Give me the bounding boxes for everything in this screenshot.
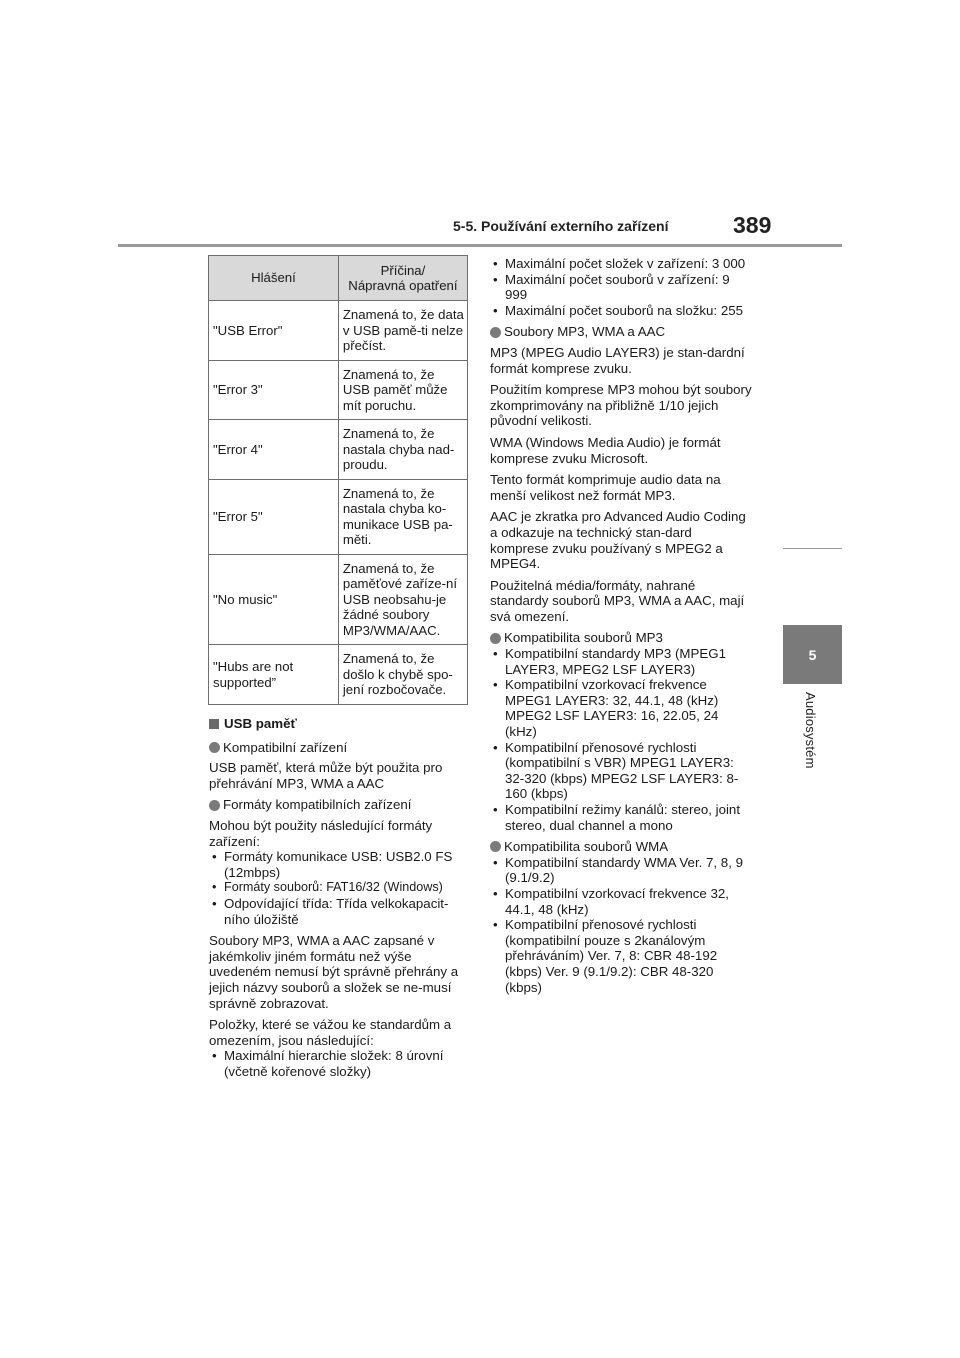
list-item: • Kompatibilní standardy MP3 (MPEG1 LAYER3, MPEG2 LSF LAYER3) (490, 646, 752, 677)
chapter-tab: 5 (783, 625, 842, 684)
message-cell: "No music" (209, 554, 339, 645)
table-row (209, 645, 468, 705)
circle-bullet-icon (490, 327, 501, 338)
wma-text: WMA (Windows Media Audio) je formát komprese zvuku Microsoft. (490, 434, 721, 466)
list-item: • Maximální počet složek v zařízení: 3 000 (490, 256, 752, 272)
compat-devices-heading: Kompatibilní zařízení (209, 740, 471, 756)
table-header-row (209, 256, 468, 301)
header-cause: Příčina/ Nápravná opatření (338, 256, 467, 301)
message-cell: "Error 4" (209, 420, 339, 480)
cause-cell: Znamená to, že USB paměť může mít poruchu. (338, 360, 467, 420)
list-item: • Kompatibilní režimy kanálů: stereo, joint stereo, dual channel a mono (490, 802, 752, 833)
mp3-compat-list (490, 646, 752, 833)
list-item: • Kompatibilní vzorkovací frekvence MPEG1 LAYER3: 32, 44.1, 48 (kHz) MPEG2 LSF LAYER3: 16, 22.05, 24 (kHz) (490, 677, 752, 739)
cause-cell: Znamená to, že data v USB pamě-ti nelze přečíst. (338, 301, 467, 361)
list-item: • Maximální počet souborů v zařízení: 9 999 (490, 272, 752, 303)
limits-intro: Položky, které se vážou ke standardům a omezením, jsou následující: (209, 1017, 452, 1048)
list-item: • Formáty souborů: FAT16/32 (Windows) (209, 880, 471, 896)
table-row (209, 360, 468, 420)
message-cell: "Error 5" (209, 479, 339, 554)
usb-memory-heading: USB paměť (209, 716, 471, 732)
other-formats-text: Soubory MP3, WMA a AAC zapsané v jakémkoliv jiném formátu než výše uvedeném nemusí být správně přehrány a jejich názvy souborů a složek se ne-musí správně zobrazovat. (209, 933, 459, 1011)
formats-intro: Mohou být použity následující formáty zařízení: (209, 817, 433, 849)
table-row (209, 554, 468, 645)
limits-list-continued (490, 256, 752, 318)
chapter-label: Audiosystém (803, 692, 818, 769)
list-item: • Maximální hierarchie složek: 8 úrovní (včetně kořenové složky) (209, 1048, 471, 1079)
limits-list (209, 1048, 471, 1079)
list-item: • Kompatibilní vzorkovací frekvence 32, 44.1, 48 (kHz) (490, 886, 752, 917)
square-bullet-icon (209, 719, 219, 729)
list-item: • Odpovídající třída: Třída velkokapacit-ního úložiště (209, 896, 471, 927)
table-row (209, 479, 468, 554)
table-row (209, 301, 468, 361)
circle-bullet-icon (209, 800, 220, 811)
cause-cell: Znamená to, že došlo k chybě spo-jení rozbočovače. (338, 645, 467, 705)
formats-list (209, 849, 471, 927)
compat-devices-text: USB paměť, která může být použita pro přehrávání MP3, WMA a AAC (209, 760, 443, 791)
message-cell: "Error 3" (209, 360, 339, 420)
left-column (209, 716, 471, 1085)
circle-bullet-icon (490, 841, 501, 852)
files-heading: Soubory MP3, WMA a AAC (490, 324, 752, 340)
mp3-compat-heading: Kompatibilita souborů MP3 (490, 630, 752, 646)
page-number: 389 (733, 212, 772, 238)
cause-cell: Znamená to, že nastala chyba ko-munikace USB pa-měti. (338, 479, 467, 554)
media-text: Použitelná média/formáty, nahrané standardy souborů MP3, WMA a AAC, mají svá omezení. (490, 577, 745, 624)
mp3-text: MP3 (MPEG Audio LAYER3) je stan-dardní formát komprese zvuku. (490, 344, 745, 376)
section-title: 5-5. Používání externího zařízení (453, 218, 669, 234)
list-item: • Maximální počet souborů na složku: 255 (490, 303, 752, 319)
cause-cell: Znamená to, že paměťové zaříze-ní USB neobsahu-je žádné soubory MP3/WMA/AAC. (338, 554, 467, 645)
wma-compat-heading: Kompatibilita souborů WMA (490, 839, 752, 855)
table-row (209, 420, 468, 480)
circle-bullet-icon (490, 633, 501, 644)
list-item: • Kompatibilní standardy WMA Ver. 7, 8, 9 (9.1/9.2) (490, 855, 752, 886)
formats-heading: Formáty kompatibilních zařízení (209, 797, 471, 813)
cause-cell: Znamená to, že nastala chyba nad-proudu. (338, 420, 467, 480)
mp3-compress-text: Použitím komprese MP3 mohou být soubory zkomprimovány na přibližně 1/10 jejich původní velikosti. (490, 382, 752, 429)
header-divider (118, 244, 842, 247)
circle-bullet-icon (209, 742, 220, 753)
message-cell: "Hubs are not supported” (209, 645, 339, 705)
header-message: Hlášení (209, 256, 339, 301)
message-cell: "USB Error" (209, 301, 339, 361)
list-item: • Kompatibilní přenosové rychlosti (kompatibilní s VBR) MPEG1 LAYER3: 32-320 (kbps) MPEG2 LSF LAYER3: 8-160 (kbps) (490, 740, 752, 802)
aac-text: AAC je zkratka pro Advanced Audio Coding a odkazuje na technický stan-dard komprese zvuku používaný s MPEG2 a MPEG4. (490, 509, 746, 572)
right-column (490, 256, 752, 1001)
list-item: • Kompatibilní přenosové rychlosti (kompatibilní pouze s 2kanálovým přehráváním) Ver. 7, 8: CBR 48-192 (kbps) Ver. 9 (9.1/9.2): CBR 48-320 (kbps) (490, 917, 752, 995)
wma-compress-text: Tento formát komprimuje audio data na menší velikost než formát MP3. (490, 472, 721, 503)
wma-compat-list (490, 855, 752, 995)
list-item: • Formáty komunikace USB: USB2.0 FS (12mbps) (209, 849, 471, 880)
messages-table (208, 255, 468, 705)
side-tab-divider (783, 548, 842, 549)
